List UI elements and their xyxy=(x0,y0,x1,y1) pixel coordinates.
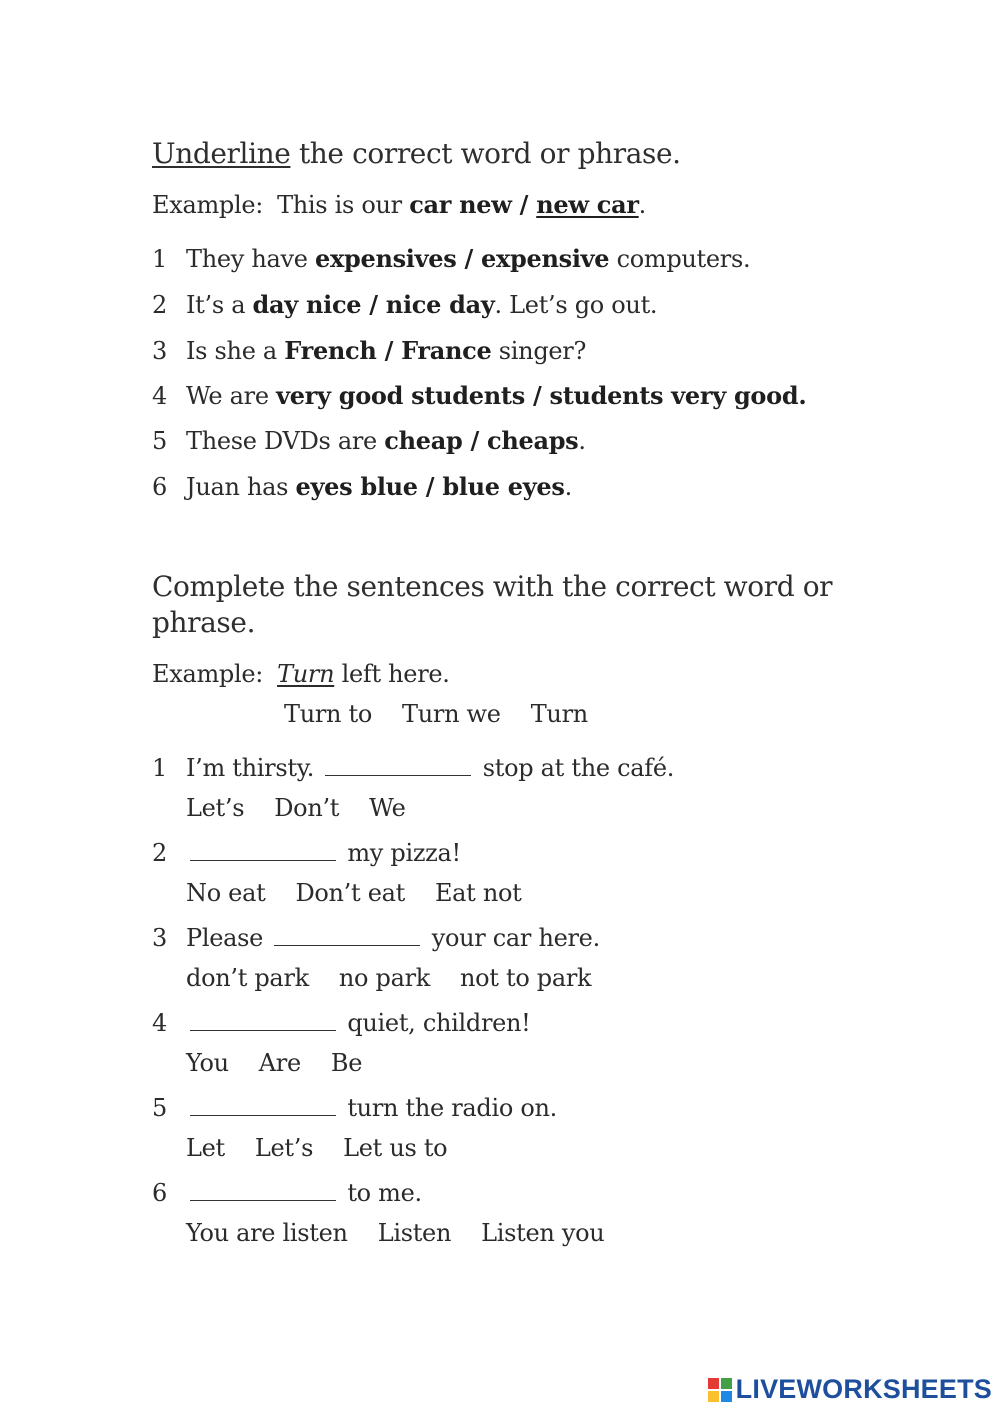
item-post: my pizza! xyxy=(340,839,461,867)
section1-item-1[interactable] xyxy=(152,244,750,273)
answer-blank[interactable] xyxy=(190,1095,336,1116)
section1-heading xyxy=(152,137,681,170)
item-post: singer? xyxy=(491,337,587,365)
item-options[interactable]: cheap / cheaps xyxy=(384,426,579,455)
logo-text: LIVEWORKSHEETS xyxy=(735,1374,992,1404)
item-post: to me. xyxy=(340,1179,422,1207)
item-options[interactable]: French / France xyxy=(284,336,492,365)
section2-heading-line1: Complete the sentences with the correct word or xyxy=(152,570,833,603)
choice[interactable]: You xyxy=(186,1049,229,1077)
choice[interactable]: Eat not xyxy=(434,879,522,907)
item-number: 2 xyxy=(152,839,167,867)
answer-blank[interactable] xyxy=(190,1180,336,1201)
section1-heading-underlined: Underline xyxy=(152,137,291,170)
item-number: 1 xyxy=(152,245,167,273)
choice[interactable]: Listen you xyxy=(481,1219,605,1247)
choice: Turn xyxy=(530,700,588,728)
section1-item-4[interactable] xyxy=(152,381,806,410)
section2-item-3 xyxy=(152,924,600,952)
item-number: 6 xyxy=(152,1179,167,1207)
choice: Turn we xyxy=(402,700,501,728)
section2-item-4 xyxy=(152,1009,531,1037)
example-option-2: new car xyxy=(536,190,639,219)
item-options[interactable]: expensives / expensive xyxy=(315,244,610,273)
item-number: 6 xyxy=(152,473,167,501)
item-options[interactable]: day nice / nice day xyxy=(252,290,495,319)
choice[interactable]: Listen xyxy=(377,1219,452,1247)
choice[interactable]: You are listen xyxy=(186,1219,348,1247)
logo-square-blue xyxy=(721,1391,732,1402)
section1-item-2[interactable] xyxy=(152,290,657,319)
section1-heading-rest: the correct word or phrase. xyxy=(290,137,681,170)
item-pre: It’s a xyxy=(186,291,253,319)
example-label: Example: xyxy=(152,660,264,688)
liveworksheets-logo[interactable] xyxy=(708,1374,992,1405)
choice[interactable]: Let xyxy=(186,1134,225,1162)
example-label: Example: xyxy=(152,191,264,219)
choice[interactable]: Let’s xyxy=(254,1134,314,1162)
choice[interactable]: Be xyxy=(330,1049,363,1077)
example-post: . xyxy=(638,191,647,219)
answer-blank[interactable] xyxy=(190,840,336,861)
item-post: turn the radio on. xyxy=(340,1094,557,1122)
section1-item-3[interactable] xyxy=(152,336,586,365)
item-number: 2 xyxy=(152,291,167,319)
choice[interactable]: Don’t xyxy=(274,794,340,822)
item-number: 3 xyxy=(152,924,167,952)
example-rest: left here. xyxy=(334,660,450,688)
choice[interactable]: no park xyxy=(338,964,430,992)
section2-example-choices xyxy=(284,700,618,728)
item-pre: They have xyxy=(186,245,316,273)
section2-item-5-choices xyxy=(186,1134,477,1162)
example-answer: Turn xyxy=(277,660,335,688)
item-options[interactable]: eyes blue / blue eyes xyxy=(295,472,565,501)
section2-item-2-choices xyxy=(186,879,552,907)
item-number: 4 xyxy=(152,382,167,410)
choice[interactable]: Let’s xyxy=(186,794,245,822)
section1-item-5[interactable] xyxy=(152,426,586,455)
section1-item-6[interactable] xyxy=(152,472,572,501)
item-post: . xyxy=(564,473,572,501)
example-option-1: car new / xyxy=(409,190,537,219)
choice[interactable]: don’t park xyxy=(186,964,309,992)
item-options[interactable]: very good students / students very good. xyxy=(276,381,807,410)
choice[interactable]: Don’t eat xyxy=(295,879,405,907)
choice[interactable]: No eat xyxy=(186,879,266,907)
section2-item-2 xyxy=(152,839,461,867)
item-pre: Juan has xyxy=(186,473,296,501)
example-pre: This is our xyxy=(277,191,410,219)
choice[interactable]: Let us to xyxy=(343,1134,448,1162)
logo-square-yellow xyxy=(708,1391,719,1402)
choice[interactable]: Are xyxy=(258,1049,301,1077)
section2-item-1 xyxy=(152,754,674,782)
answer-blank[interactable] xyxy=(190,1010,336,1031)
section2-item-5 xyxy=(152,1094,557,1122)
section2-item-6-choices xyxy=(186,1219,634,1247)
item-pre: These DVDs are xyxy=(186,427,385,455)
item-pre: I’m thirsty. xyxy=(186,754,322,782)
item-post: computers. xyxy=(609,245,751,273)
item-number: 3 xyxy=(152,337,167,365)
item-number: 4 xyxy=(152,1009,167,1037)
logo-square-red xyxy=(708,1378,719,1389)
item-post: your car here. xyxy=(424,924,600,952)
item-pre: We are xyxy=(186,382,277,410)
item-pre: Please xyxy=(186,924,271,952)
item-post: . Let’s go out. xyxy=(494,291,658,319)
item-number: 5 xyxy=(152,427,167,455)
section2-example xyxy=(152,660,450,688)
section2-item-1-choices xyxy=(186,794,436,822)
answer-blank[interactable] xyxy=(274,925,420,946)
liveworksheets-icon xyxy=(708,1378,732,1402)
section2-item-3-choices xyxy=(186,964,621,992)
choice[interactable]: We xyxy=(369,794,406,822)
item-post: . xyxy=(578,427,586,455)
item-post: quiet, children! xyxy=(340,1009,531,1037)
section1-example xyxy=(152,190,646,219)
item-number: 1 xyxy=(152,754,167,782)
logo-square-green xyxy=(721,1378,732,1389)
section2-item-6 xyxy=(152,1179,422,1207)
item-post: stop at the café. xyxy=(475,754,675,782)
choice: Turn to xyxy=(284,700,373,728)
item-number: 5 xyxy=(152,1094,167,1122)
choice[interactable]: not to park xyxy=(460,964,592,992)
item-pre: Is she a xyxy=(186,337,285,365)
answer-blank[interactable] xyxy=(325,755,471,776)
section2-heading-line2: phrase. xyxy=(152,606,256,639)
section2-item-4-choices xyxy=(186,1049,392,1077)
